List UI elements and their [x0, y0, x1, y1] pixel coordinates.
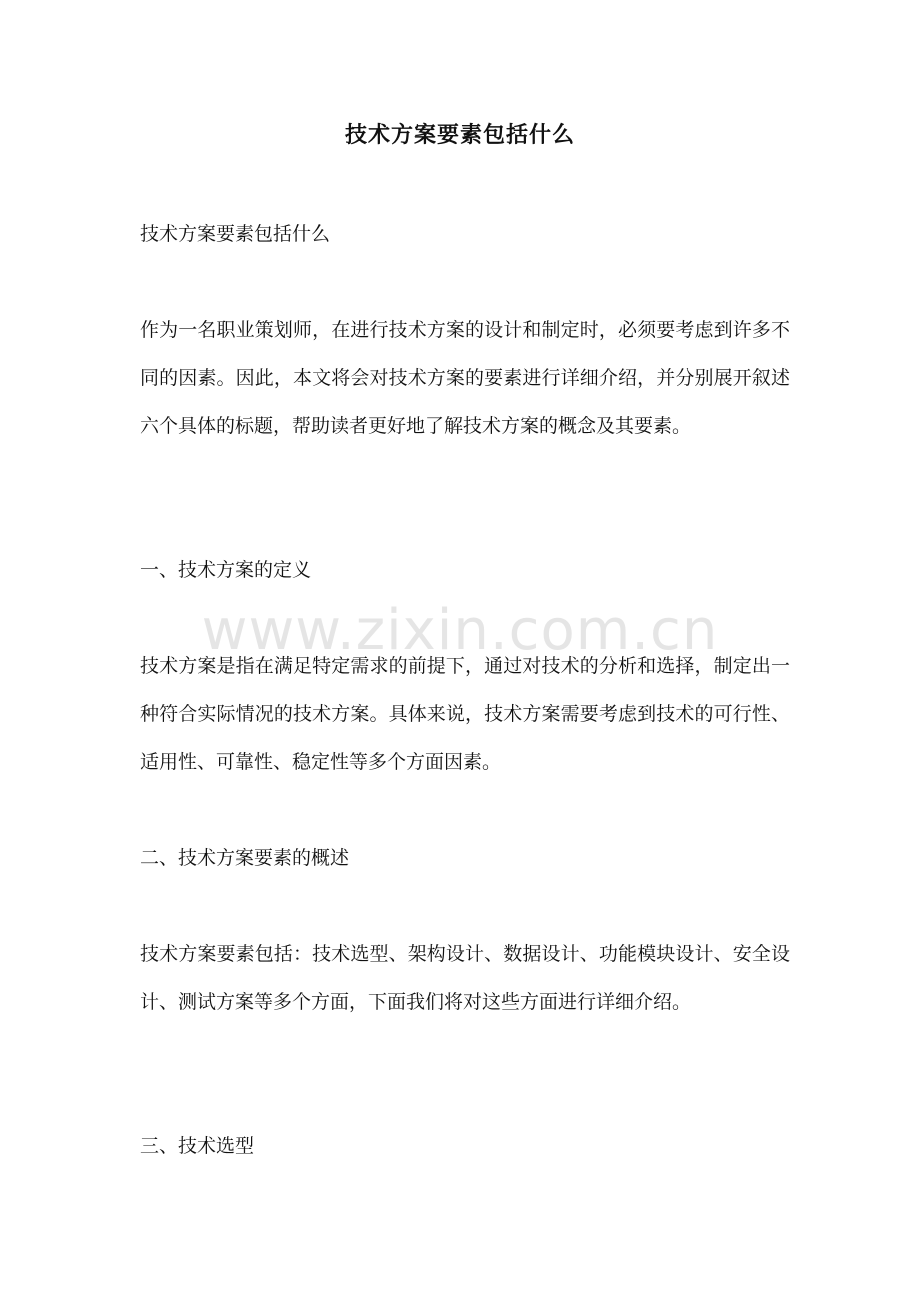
overview-paragraph: 技术方案要素包括：技术选型、架构设计、数据设计、功能模块设计、安全设计、测试方案等多个方面，下面我们将对这些方面进行详细介绍。	[140, 943, 790, 1013]
definition-paragraph: 技术方案是指在满足特定需求的前提下，通过对技术的分析和选择，制定出一种符合实际情况的技术方案。具体来说，技术方案需要考虑到技术的可行性、适用性、可靠性、稳定性等多个方面因素。	[140, 655, 790, 773]
subtitle-paragraph: 技术方案要素包括什么	[140, 223, 331, 245]
intro-paragraph: 作为一名职业策划师，在进行技术方案的设计和制定时，必须要考虑到许多不同的因素。因此，本文将会对技术方案的要素进行详细介绍，并分别展开叙述六个具体的标题，帮助读者更好地了解技术方案的概念及其要素。	[140, 319, 790, 437]
section-heading-1: 一、技术方案的定义	[140, 559, 312, 581]
watermark: www.zixin.com.cn	[201, 598, 719, 663]
section-heading-3: 三、技术选型	[140, 1135, 255, 1157]
document-title: 技术方案要素包括什么	[344, 122, 575, 148]
section-heading-2: 二、技术方案要素的概述	[140, 847, 350, 869]
